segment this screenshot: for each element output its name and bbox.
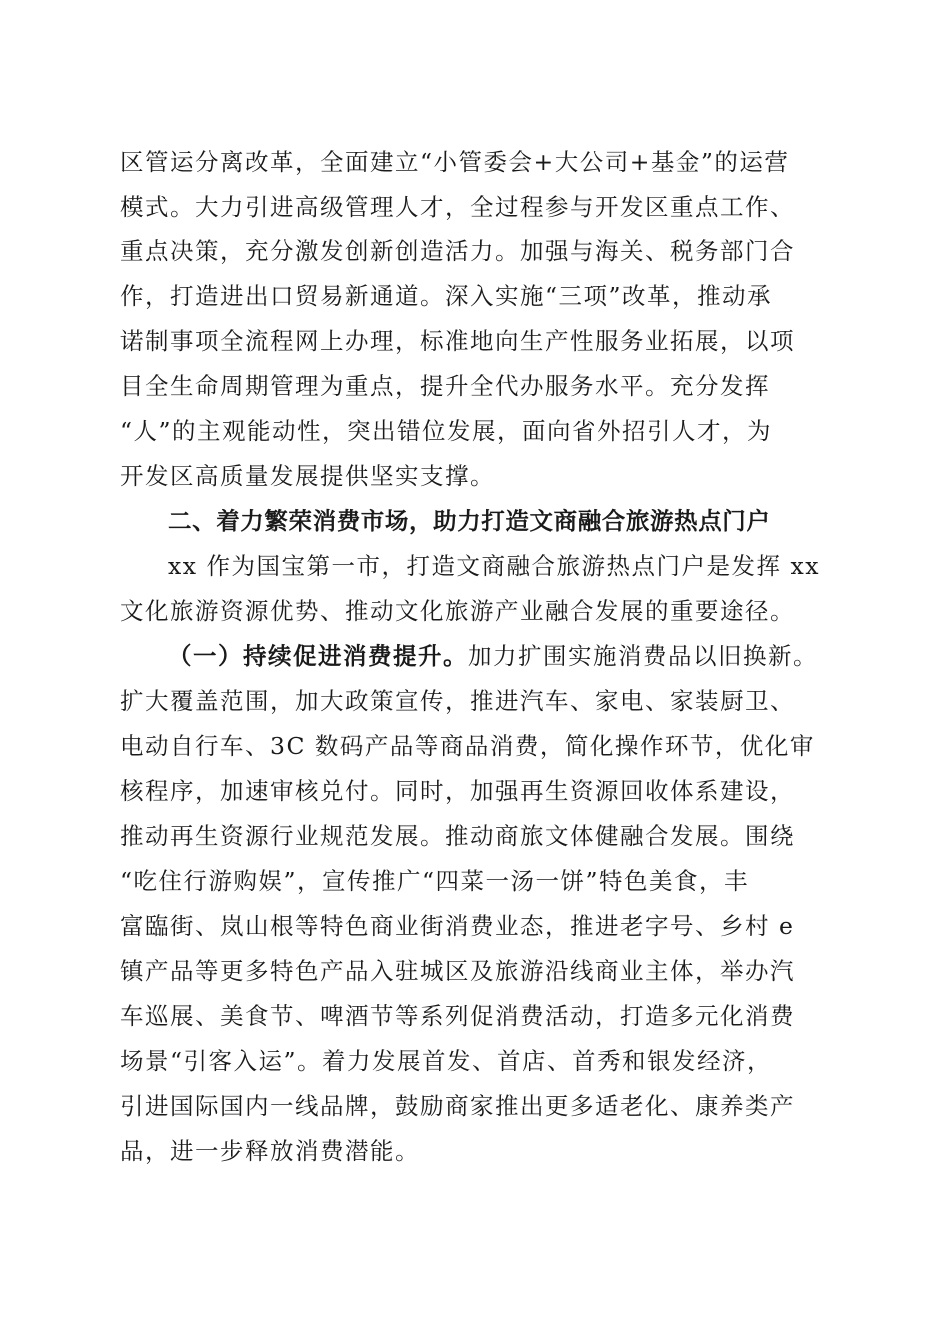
text-line: 模式。大力引进高级管理人才，全过程参与开发区重点工作、 <box>120 193 795 221</box>
text-line: 镇产品等更多特色产品入驻城区及旅游沿线商业主体，举办汽 <box>120 957 795 985</box>
text-line: 核程序，加速审核兑付。同时，加强再生资源回收体系建设， <box>120 777 795 805</box>
text-line: 诺制事项全流程网上办理，标准地向生产性服务业拓展，以项 <box>120 327 795 355</box>
text-line: 重点决策，充分激发创新创造活力。加强与海关、税务部门合 <box>120 237 795 265</box>
text-line: 文化旅游资源优势、推动文化旅游产业融合发展的重要途径。 <box>120 597 795 625</box>
text-line: 推动再生资源行业规范发展。推动商旅文体健融合发展。围绕 <box>120 822 795 850</box>
section-heading: 二、着力繁荣消费市场，助力打造文商融合旅游热点门户 <box>168 507 771 535</box>
text-line: “人”的主观能动性，突出错位发展，面向省外招引人才，为 <box>120 417 773 445</box>
subsection-title: （一）持续促进消费提升。 <box>168 642 468 670</box>
text-line: 富臨街、岚山根等特色商业街消费业态，推进老字号、乡村 e <box>120 912 795 940</box>
text-line: 电动自行车、3C 数码产品等商品消费，简化操作环节，优化审 <box>120 732 815 760</box>
text-line: 场景“引客入运”。着力发展首发、首店、首秀和银发经济， <box>120 1047 773 1075</box>
subsection-first-line-text: 加力扩围实施消费品以旧换新。 <box>468 642 818 670</box>
text-line: 开发区高质量发展提供坚实支撑。 <box>120 462 495 490</box>
text-line: 扩大覆盖范围，加大政策宣传，推进汽车、家电、家装厨卫、 <box>120 687 795 715</box>
text-line: 作，打造进出口贸易新通道。深入实施“三项”改革，推动承 <box>120 282 773 310</box>
text-line: 区管运分离改革，全面建立“小管委会+大公司+基金”的运营 <box>120 148 790 176</box>
text-line: 车巡展、美食节、啤酒节等系列促消费活动，打造多元化消费 <box>120 1002 795 1030</box>
text-line: 引进国际国内一线品牌，鼓励商家推出更多适老化、康养类产 <box>120 1092 795 1120</box>
text-line: 目全生命周期管理为重点，提升全代办服务水平。充分发挥 <box>120 372 770 400</box>
text-line: 品，进一步释放消费潜能。 <box>120 1137 420 1165</box>
text-line: “吃住行游购娱”，宣传推广“四菜一汤一饼”特色美食，丰 <box>120 867 750 895</box>
text-line: xx 作为国宝第一市，打造文商融合旅游热点门户是发挥 xx <box>168 552 820 580</box>
subsection-first-line <box>168 641 818 671</box>
